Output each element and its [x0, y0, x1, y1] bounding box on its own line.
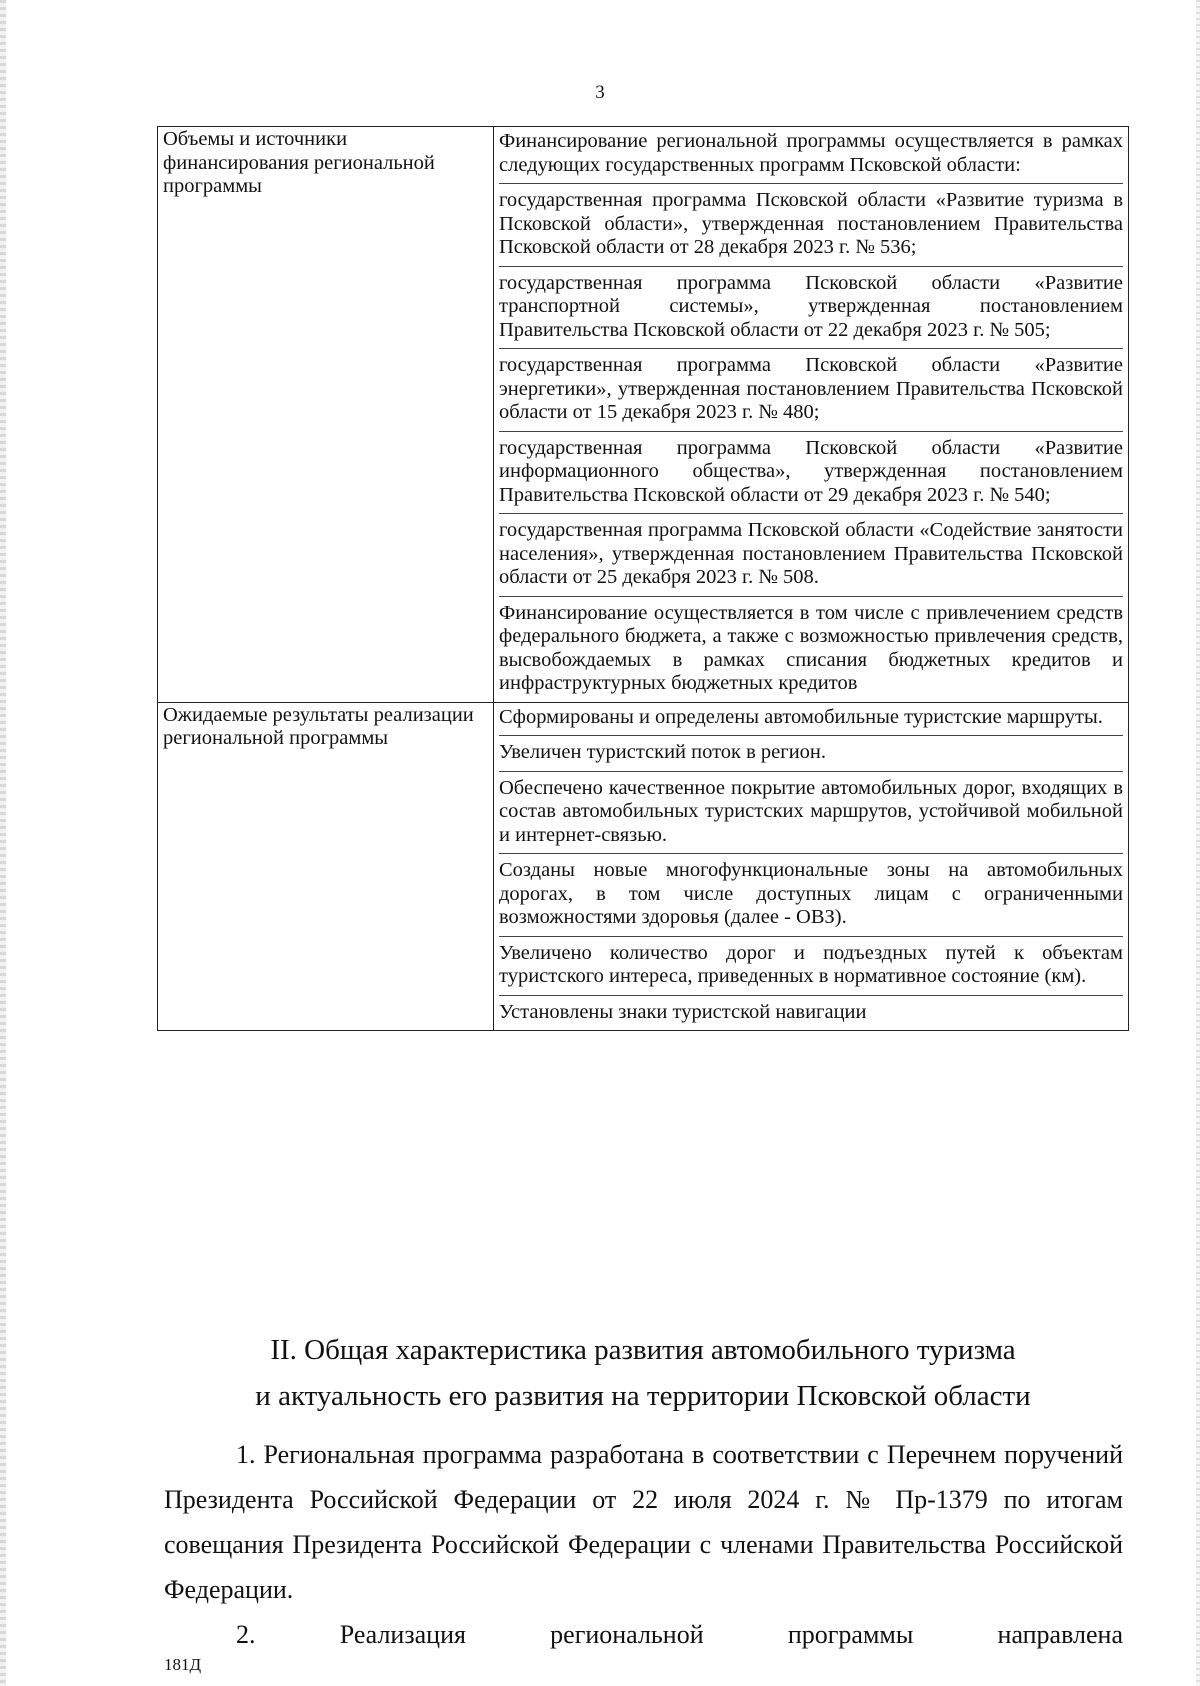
page-number: 3 [595, 82, 605, 103]
result-paragraph: Установлены знаки туристской навигации [499, 995, 1123, 1031]
financing-paragraph: государственная программа Псковской области «Развитие транспортной системы», утвержденная постановлением Правительства Псковской области от 22 декабря 2023 г. № 505; [499, 266, 1123, 349]
financing-paragraph: государственная программа Псковской области «Содействие занятости населения», утвержденная постановлением Правительства Псковской области от 25 декабря 2023 г. № 508. [499, 513, 1123, 596]
section-heading [157, 1327, 1129, 1419]
section-heading-line-1: II. Общая характеристика развития автомобильного туризма [270, 1334, 1016, 1366]
financing-paragraph: государственная программа Псковской области «Развитие туризма в Псковской области», утвержденная постановлением Правительства Псковской области от 28 декабря 2023 г. № 536; [499, 183, 1123, 266]
result-paragraph: Созданы новые многофункциональные зоны на автомобильных дорогах, в том числе доступных лицам с ограниченными возможностями здоровья (далее - ОВЗ). [499, 853, 1123, 936]
financing-paragraph: государственная программа Псковской области «Развитие информационного общества», утвержденная постановлением Правительства Псковской области от 29 декабря 2023 г. № 540; [499, 431, 1123, 514]
row-content-financing [494, 127, 1129, 703]
document-code: 181Д [164, 1655, 202, 1674]
result-paragraph: Увеличено количество дорог и подъездных путей к объектам туристского интереса, приведенных в нормативное состояние (км). [499, 936, 1123, 995]
financing-paragraph: Финансирование осуществляется в том числе с привлечением средств федерального бюджета, а также с возможностью привлечения средств, высвобождаемых в рамках списания бюджетных кредитов и инфраструктурных бюджетных кредитов [499, 596, 1123, 702]
scan-edge-left [0, 0, 6, 1686]
row-label-financing: Объемы и источники финансирования региональной программы [158, 127, 494, 703]
body-paragraph-1: 1. Региональная программа разработана в соответствии с Перечнем поручений Президента Российской Федерации от 22 июля 2024 г. № Пр-1379 по итогам совещания Президента Российской Федерации с членами Правительства Российской Федерации. [164, 1440, 1123, 1604]
result-paragraph: Увеличен туристский поток в регион. [499, 735, 1123, 771]
body-paragraph-2: 2. Реализация региональной программы направлена [236, 1620, 1123, 1649]
row-content-results [494, 702, 1129, 1031]
table-row-financing [158, 127, 1129, 703]
section-heading-line-2: и актуальность его развития на территории Псковской области [255, 1380, 1031, 1412]
scan-edge-right [1196, 0, 1200, 1686]
result-paragraph: Обеспечено качественное покрытие автомобильных дорог, входящих в состав автомобильных туристских маршрутов, устойчивой мобильной и интернет-связью. [499, 771, 1123, 854]
row-label-results: Ожидаемые результаты реализации региональной программы [158, 702, 494, 1031]
financing-paragraph: Финансирование региональной программы осуществляется в рамках следующих государственных программ Псковской области: [499, 130, 1123, 176]
table-row-results [158, 702, 1129, 1031]
program-passport-table [157, 126, 1129, 1031]
result-paragraph: Сформированы и определены автомобильные туристские маршруты. [499, 705, 1103, 728]
body-text [164, 1432, 1123, 1657]
financing-paragraph: государственная программа Псковской области «Развитие энергетики», утвержденная постановлением Правительства Псковской области от 15 декабря 2023 г. № 480; [499, 348, 1123, 431]
